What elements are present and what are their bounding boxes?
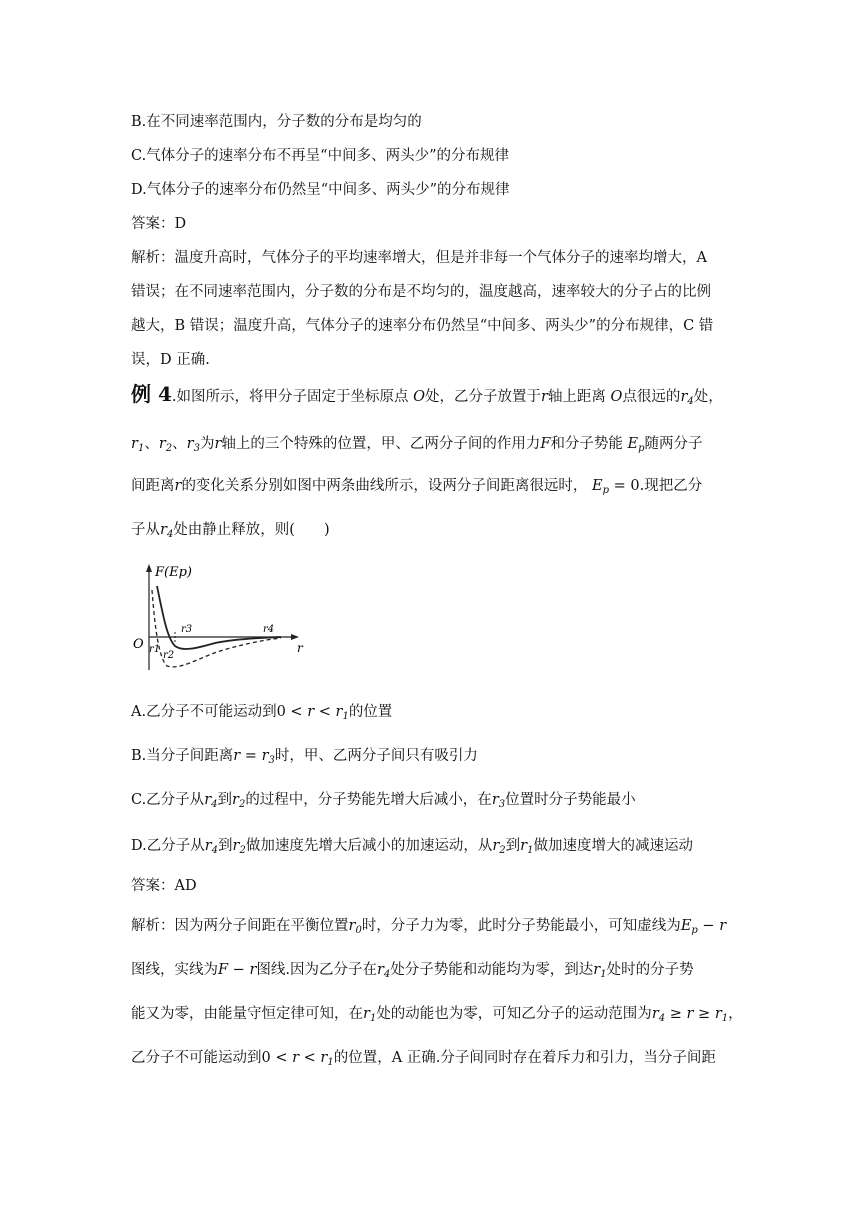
text-fragment: 处时的分子势 [606,962,694,978]
r2-label: r2 [163,650,175,661]
r3-label: r3 [181,624,193,635]
math-var: $r_1$ [520,838,534,856]
math-var: $r_4$ [680,389,694,407]
math-var: $r_4$ [160,522,174,540]
math-var: $r_2$ [232,792,246,810]
math-var: $r_4$ [204,792,218,810]
option-b: B.当分子间距离$r = r_3$时，甲、乙两分子间只有吸引力 [131,748,478,766]
text-fragment: 轴上的三个特殊的位置，甲、乙两分子间的作用力 [221,436,541,452]
analysis-1-line-4: 误，D 正确. [131,352,210,368]
option-d [131,836,693,861]
example4-line-3: 间距离r的变化关系分别如图中两条曲线所示，设两分子间距离很远时， $E_p = 0$.现把乙分 [131,478,703,496]
analysis-2-line-4: 乙分子不可能运动到$0 < r < r_1$的位置，A 正确.分子间同时存在着斥力和引力，当分子间距 [131,1050,716,1068]
text-fragment: B.当分子间距离 [131,748,234,764]
text-fragment: 图线，实线为 [131,962,218,978]
math-var: r [174,478,182,494]
text-fragment: 位置时分子势能最小 [505,792,636,808]
analysis-1-line-2: 错误；在不同速率范围内，分子数的分布是不均匀的，温度越高，速率较大的分子占的比例 [131,284,711,300]
math-var: $r_4$ [204,838,219,856]
math-var: $r_1$ [593,962,607,980]
text-fragment: 随两分子 [644,436,703,452]
math-var: $r_3$ [261,748,275,766]
option-a: A.乙分子不可能运动到$0 < r < r_1$的位置 [131,704,393,722]
math-var: $r_2$ [158,436,173,454]
math-var: F [540,436,551,452]
math-var: $r_1$ [320,1050,334,1068]
math-var: $r_0$ [348,918,362,936]
math-var: $r_3$ [491,792,506,810]
math-var: $r_1$ [363,1006,377,1024]
text-fragment: 到 [505,838,521,854]
force-energy-figure [131,560,306,680]
text-fragment: 的位置，A 正确.分子间同时存在着斥力和引力，当分子间距 [333,1050,716,1066]
example4-line-1 [131,384,723,412]
math-var: $r_2$ [232,838,246,856]
text-fragment: 处由静止释放，则( ) [173,522,330,538]
option-c [131,790,636,815]
text-fragment: 图线.因为乙分子在 [256,962,377,978]
text-fragment: 解析：因为两分子间距在平衡位置 [131,918,349,934]
text-fragment: 轴上距离 [547,389,606,405]
answer-1: 答案：D [131,216,187,232]
text-fragment: 、 [144,436,159,452]
text-fragment: 到 [218,838,233,854]
math-var: $E_p$ [627,436,645,454]
x-axis-label: r [297,641,303,655]
analysis-2-line-2: 图线，实线为F − r图线.因为乙分子在$r_4$处分子势能和动能均为零，到达$r_1$处时的分子势 [131,962,694,980]
example4-line-2 [131,434,703,459]
math-var: $r_2$ [492,838,506,856]
analysis-1-line-1: 解析：温度升高时，气体分子的平均速率增大，但是并非每一个气体分子的速率均增大，A [131,250,707,266]
r4-label: r4 [263,624,275,635]
math-var: r [292,1050,300,1066]
example4-text: .如图所示，将甲分子固定于坐标原点 [171,389,409,405]
math-expression: $E_p$ [680,918,698,936]
text-fragment: D.乙分子从 [131,838,205,854]
text-fragment: 间距离 [131,478,175,494]
math-var: r [307,704,315,720]
text-fragment: A.乙分子不可能运动到 [131,704,277,720]
text-fragment: 做加速度增大的减速运动 [533,838,693,854]
origin-label: O [133,637,144,652]
math-var: $r_1$ [714,1006,729,1024]
text-fragment: 到 [217,792,232,808]
math-var: r [233,748,241,764]
analysis-1-line-3: 越大，B 错误；温度升高，气体分子的速率分布仍然呈“中间多、两头少”的分布规律，C 错 [131,318,714,334]
math-var: O [610,389,623,405]
text-fragment: 乙分子不可能运动到 [131,1050,262,1066]
text-fragment: 时，甲、乙两分子间只有吸引力 [274,748,478,764]
math-var: r [214,436,222,452]
math-var: O [413,389,425,405]
text-fragment: 点很远的 [622,389,681,405]
math-var: $r_1$ [335,704,349,722]
text-fragment: 时，分子力为零，此时分子势能最小，可知虚线为 [361,918,681,934]
text-fragment: ， [728,1006,743,1022]
text-fragment: 做加速度先增大后减小的加速运动，从 [245,838,493,854]
r1-label: r1 [149,644,161,655]
math-var: $r_3$ [186,436,200,454]
math-var: F [218,962,229,978]
text-fragment: 、 [172,436,187,452]
math-var: r [719,918,727,934]
math-var: $r_1$ [131,436,145,454]
text-fragment: 的变化关系分别如图中两条曲线所示，设两分子间距离很远时， [181,478,588,494]
math-var: r [686,1006,694,1022]
math-var: r [249,962,257,978]
text-fragment: 和分子势能 [550,436,623,452]
text-fragment: 处的动能也为零，可知乙分子的运动范围为 [376,1006,652,1022]
text-fragment: 处， [693,389,723,405]
text-fragment: 为 [199,436,215,452]
math-var: r [541,389,548,405]
math-var: $r_4$ [376,962,391,980]
line-option-b: B.在不同速率范围内，分子数的分布是均匀的 [131,114,422,130]
math-expression: $E_p$ [592,478,610,496]
line-option-d: D.气体分子的速率分布仍然呈“中间多、两头少”的分布规律 [131,182,510,198]
text-fragment: 能又为零，由能量守恒定律可知，在 [131,1006,363,1022]
example4-line-4 [131,520,330,545]
text-fragment: 处，乙分子放置于 [425,389,541,405]
line-option-c: C.气体分子的速率分布不再呈“中间多、两头少”的分布规律 [131,148,510,164]
answer-2: 答案：AD [131,878,197,894]
example4-heading: 例 4 [131,382,172,406]
x-axis-arrow [291,634,299,640]
math-var: $r_4$ [651,1006,666,1024]
text-fragment: 处分子势能和动能均为零，到达 [390,962,594,978]
y-axis-label: F(Ep) [155,565,192,580]
text-fragment: 的位置 [348,704,393,720]
text-fragment: C.乙分子从 [131,792,205,808]
analysis-2-line-3: 能又为零，由能量守恒定律可知，在$r_1$处的动能也为零，可知乙分子的运动范围为$r_4 \ge r \ge r_1$， [131,1006,743,1024]
y-axis-arrow [146,564,152,572]
text-fragment: .现把乙分 [639,478,703,494]
analysis-2-line-1: 解析：因为两分子间距在平衡位置$r_0$时，分子力为零，此时分子势能最小，可知虚线为$E_p - r$ [131,918,727,936]
force-curve [157,586,281,649]
text-fragment: 的过程中，分子势能先增大后减小，在 [245,792,492,808]
text-fragment: 子从 [131,522,160,538]
